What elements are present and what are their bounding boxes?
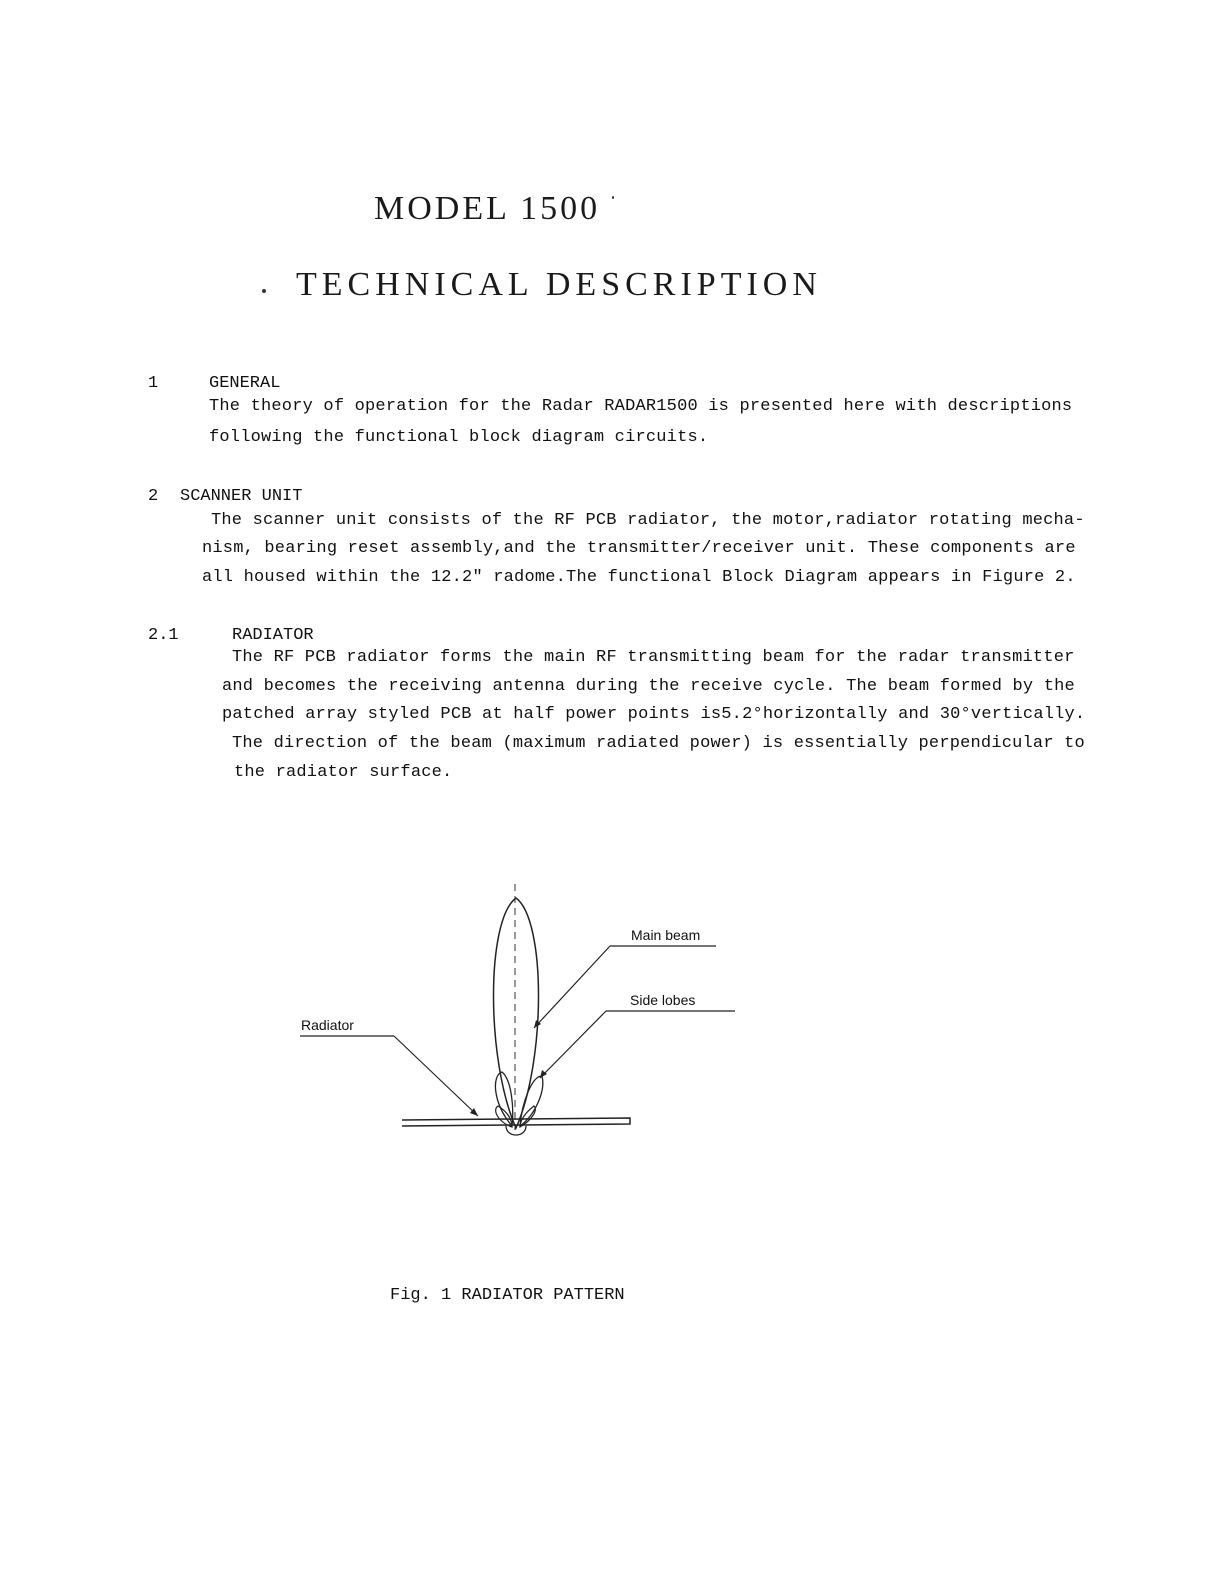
paragraph-line: The RF PCB radiator forms the main RF transmitting beam for the radar transmitter (232, 648, 1075, 667)
section-heading-radiator: RADIATOR (232, 626, 314, 645)
radiator-pattern-figure (280, 880, 760, 1150)
paragraph-line: patched array styled PCB at half power points is5.2°horizontally and 30°vertically. (222, 705, 1086, 724)
radiator-label: Radiator (301, 1017, 354, 1033)
bullet-dot (262, 289, 266, 293)
main-beam-label: Main beam (631, 927, 701, 943)
paragraph-line: The direction of the beam (maximum radiated power) is essentially perpendicular to (232, 734, 1085, 753)
figure-caption: Fig. 1 RADIATOR PATTERN (390, 1286, 625, 1305)
paragraph-line: the radiator surface. (234, 763, 453, 782)
paragraph-line: and becomes the receiving antenna during the receive cycle. The beam formed by the (222, 677, 1075, 696)
document-subtitle: TECHNICAL DESCRIPTION (296, 266, 822, 303)
section-number-general: 1 (148, 374, 159, 393)
section-heading-scanner-unit: SCANNER UNIT (180, 487, 303, 506)
section-number-radiator: 2.1 (148, 626, 179, 645)
document-title: MODEL 1500 (374, 190, 601, 227)
main-beam-lobe (494, 898, 539, 1128)
radiator-leader (394, 1036, 478, 1116)
side-lobes-leader (540, 1011, 606, 1078)
radiator-plate (402, 1118, 630, 1126)
bullet-dot (612, 196, 614, 199)
main-beam-leader (534, 946, 610, 1028)
side-lobes-label: Side lobes (630, 992, 696, 1008)
section-heading-general: GENERAL (209, 374, 281, 393)
paragraph-line: following the functional block diagram circuits. (209, 428, 709, 447)
paragraph-line: nism, bearing reset assembly,and the transmitter/receiver unit. These components are (202, 539, 1076, 558)
paragraph-line: The scanner unit consists of the RF PCB radiator, the motor,radiator rotating mecha- (211, 511, 1085, 530)
section-number-scanner-unit: 2 (148, 487, 159, 506)
paragraph-line: all housed within the 12.2" radome.The functional Block Diagram appears in Figure 2. (202, 568, 1076, 587)
paragraph-line: The theory of operation for the Radar RADAR1500 is presented here with descriptions (209, 397, 1073, 416)
